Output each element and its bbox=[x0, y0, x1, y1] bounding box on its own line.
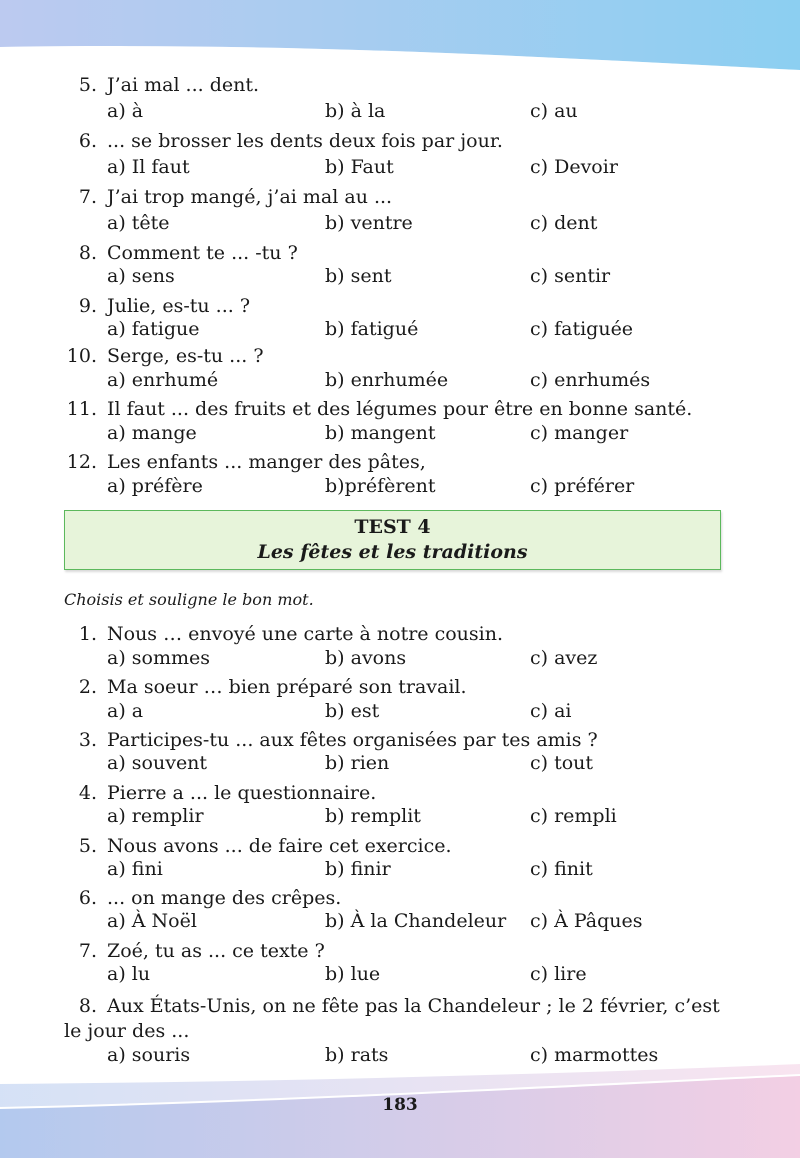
question-number: 8. bbox=[78, 242, 97, 264]
question-text: Zoé, tu as ... ce texte ? bbox=[107, 940, 325, 962]
question-item bbox=[0, 450, 800, 500]
question-text: Julie, es-tu ... ? bbox=[107, 295, 251, 317]
question-item bbox=[0, 241, 800, 291]
question-item bbox=[0, 728, 800, 778]
option-a: a) sommes bbox=[107, 647, 210, 669]
question-number: 11. bbox=[66, 398, 97, 420]
option-a: a) souvent bbox=[107, 752, 208, 774]
question-text: Pierre a ... le questionnaire. bbox=[107, 782, 377, 804]
question-number: 6. bbox=[78, 130, 97, 152]
question-text: ... on mange des crêpes. bbox=[107, 887, 342, 909]
option-c: c) lire bbox=[530, 963, 587, 985]
question-number: 6. bbox=[78, 887, 97, 909]
option-c: c) fatiguée bbox=[530, 318, 634, 340]
question-item bbox=[0, 397, 800, 447]
option-c: c) manger bbox=[530, 422, 629, 444]
question-item bbox=[0, 939, 800, 989]
test-header-box bbox=[64, 510, 721, 570]
option-a: a) mange bbox=[107, 422, 197, 444]
option-c: c) au bbox=[530, 100, 578, 122]
option-a: a) Il faut bbox=[107, 156, 190, 178]
question-item bbox=[0, 781, 800, 831]
question-number: 7. bbox=[78, 940, 97, 962]
question-item bbox=[0, 185, 800, 235]
option-b: b) rien bbox=[325, 752, 390, 774]
question-number: 8. bbox=[78, 995, 97, 1017]
option-a: a) À Noël bbox=[107, 910, 197, 932]
option-c: c) finit bbox=[530, 858, 593, 880]
option-b: b) ventre bbox=[325, 212, 413, 234]
option-b: b) fatigué bbox=[325, 318, 419, 340]
question-item bbox=[0, 344, 800, 394]
question-text: Nous … envoyé une carte à notre cousin. bbox=[107, 623, 503, 645]
option-a: a) préfère bbox=[107, 475, 203, 497]
exercise-instruction: Choisis et souligne le bon mot. bbox=[64, 590, 314, 609]
question-text: Les enfants ... manger des pâtes, bbox=[107, 451, 426, 473]
option-b: b) Faut bbox=[325, 156, 394, 178]
question-text: J’ai trop mangé, j’ai mal au ... bbox=[107, 186, 393, 208]
question-item bbox=[0, 675, 800, 725]
question-item bbox=[0, 622, 800, 672]
option-b: b) est bbox=[325, 700, 380, 722]
option-c: c) ai bbox=[530, 700, 572, 722]
question-item bbox=[0, 886, 800, 936]
option-a: a) souris bbox=[107, 1044, 191, 1066]
question-text: Nous avons ... de faire cet exercice. bbox=[107, 835, 452, 857]
option-c: c) dent bbox=[530, 212, 598, 234]
question-number: 9. bbox=[78, 295, 97, 317]
question-text: Participes-tu ... aux fêtes organisées par tes amis ? bbox=[107, 729, 598, 751]
option-c: c) Devoir bbox=[530, 156, 618, 178]
question-number: 2. bbox=[78, 676, 97, 698]
question-item bbox=[0, 73, 800, 123]
question-text: ... se brosser les dents deux fois par jour. bbox=[107, 130, 503, 152]
option-a: a) fini bbox=[107, 858, 163, 880]
question-item bbox=[0, 294, 800, 344]
option-a: a) enrhumé bbox=[107, 369, 219, 391]
top-banner-decoration bbox=[0, 0, 800, 80]
option-b: b) À la Chandeleur bbox=[325, 910, 507, 932]
question-number: 7. bbox=[78, 186, 97, 208]
option-c: c) préférer bbox=[530, 475, 635, 497]
test-title: TEST 4 bbox=[354, 516, 431, 538]
question-number: 5. bbox=[78, 835, 97, 857]
question-number: 3. bbox=[78, 729, 97, 751]
question-text: Aux États-Unis, on ne fête pas la Chandeleur ; le 2 février, c’est bbox=[107, 995, 720, 1017]
option-b: b) remplit bbox=[325, 805, 421, 827]
option-a: a) a bbox=[107, 700, 144, 722]
option-b: b) à la bbox=[325, 100, 386, 122]
option-c: c) avez bbox=[530, 647, 598, 669]
option-a: a) remplir bbox=[107, 805, 204, 827]
option-b: b)préfèrent bbox=[325, 475, 436, 497]
option-b: b) rats bbox=[325, 1044, 389, 1066]
option-b: b) finir bbox=[325, 858, 391, 880]
option-b: b) enrhumée bbox=[325, 369, 449, 391]
question-item bbox=[0, 129, 800, 179]
question-text-continued: le jour des ... bbox=[64, 1020, 190, 1042]
question-number: 1. bbox=[78, 623, 97, 645]
option-c: c) marmottes bbox=[530, 1044, 659, 1066]
option-a: a) fatigue bbox=[107, 318, 200, 340]
question-text: Il faut ... des fruits et des légumes pour être en bonne santé. bbox=[107, 398, 693, 420]
option-b: b) sent bbox=[325, 265, 392, 287]
option-a: a) sens bbox=[107, 265, 175, 287]
option-b: b) avons bbox=[325, 647, 407, 669]
option-c: c) tout bbox=[530, 752, 594, 774]
option-a: a) à bbox=[107, 100, 144, 122]
page-number: 183 bbox=[382, 1095, 418, 1115]
question-number: 10. bbox=[66, 345, 97, 367]
question-text: Ma soeur … bien préparé son travail. bbox=[107, 676, 467, 698]
option-a: a) lu bbox=[107, 963, 151, 985]
option-c: c) enrhumés bbox=[530, 369, 651, 391]
question-number: 5. bbox=[78, 74, 97, 96]
question-text: Serge, es-tu ... ? bbox=[107, 345, 264, 367]
option-c: c) À Pâques bbox=[530, 910, 643, 932]
question-text: Comment te ... -tu ? bbox=[107, 242, 298, 264]
question-item bbox=[0, 834, 800, 884]
option-a: a) tête bbox=[107, 212, 170, 234]
option-b: b) mangent bbox=[325, 422, 436, 444]
question-number: 12. bbox=[66, 451, 97, 473]
option-b: b) lue bbox=[325, 963, 381, 985]
test-subtitle: Les fêtes et les traditions bbox=[257, 541, 528, 563]
question-text: J’ai mal ... dent. bbox=[107, 74, 260, 96]
option-c: c) sentir bbox=[530, 265, 611, 287]
question-number: 4. bbox=[78, 782, 97, 804]
option-c: c) rempli bbox=[530, 805, 617, 827]
